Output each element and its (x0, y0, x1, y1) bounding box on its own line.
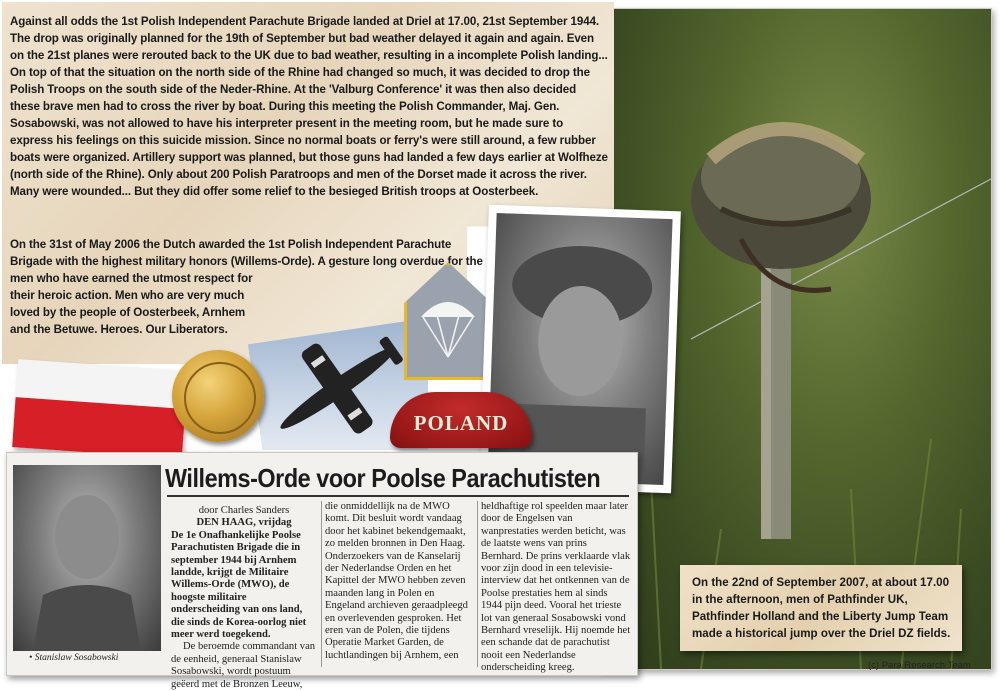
medal-inner-ring (184, 362, 256, 434)
column-divider-1 (321, 501, 322, 667)
newspaper-lead: De 1e Onafhankelijke Poolse Parachutisten Brigade die in september 1944 bij Arnhem landde, krijgt de Militaire Willems-Orde (MWO), de hoogste militaire onderscheiding van ons land, die sinds de Korea-oorlog niet meer werd toegekend. (171, 529, 307, 641)
newspaper-column-3: heldhaftige rol speelden maar later door de Engelsen van wanprestaties werden beticht, was de laatste wens van prins Bernhard. De prins verklaarde vlak voor zijn dood in een televisie-interview dat het ontkennen van de Poolse prestaties hem al sinds 1944 pijn deed. Vooral het trieste lot van generaal Sosabowski vond Bernhard vreselijk. Hij noemde het een schande dat de parachutist nooit een Nederlandse onderscheiding kreeg. (481, 501, 631, 674)
newspaper-clipping (6, 452, 638, 690)
newspaper-col1-body: De beroemde commandant van de eenheid, generaal Stanislaw Sosabowski, wordt postuum geëerd met de Bronzen Leeuw, (171, 641, 316, 690)
story-paragraph-1: Against all odds the 1st Polish Independent Parachute Brigade landed at Driel at 17.00, 21st September 1944. The drop was originally planned for the 19th of September but bad weather delayed it again and again. Even on the 21st planes were rerouted back to the UK due to bad weather, resulting in a incomplete Polish landing... On top of that the situation on the north side of the Rhine had changed so much, it was decided to drop the Polish Troops on the south side of the Neder-Rhine. At the 'Valburg Conference' it was then also decided these brave men had to cross the river by boat. During this meeting the Polish Commander, Maj. Gen. Sosabowski, was not allowed to have his interpreter present in the meeting room, but he made sure to express his feelings on this suicide mission. Since no normal boats or ferry's were still around, a few rubber boats were organized. Artillery support was planned, but those guns had landed a few days earlier at Wolfheze (north side of the Rhine). Only about 200 Polish Paratroops and men of the Dorset made it across the river. Many were wounded... But they did offer some relief to the besieged British troops at Oosterbeek. (10, 15, 608, 198)
newspaper-column-2: die onmiddellijk na de MWO komt. Dit besluit wordt vandaag door het kabinet bekendgemaakt, zo melden bronnen in Den Haag. Onderzoekers van de Kanselarij der Nederlandse Orden en het Kapittel der MWO hebben zeven maanden lang in Polen en Engeland archieven geraadpleegd en overlevenden gesproken. Het eren van de Polen, die tijdens Operatie Market Garden, de luchtlandingen bij Arnhem, een (325, 501, 468, 661)
bronze-medal (172, 350, 264, 442)
jump-caption-text: On the 22nd of September 2007, at about 17.00 in the afternoon, men of Pathfinder UK, Pathfinder Holland and the Liberty Jump Team made a historical jump over the Driel DZ fields. (692, 576, 951, 640)
newspaper-byline: door Charles Sanders (198, 505, 290, 516)
sosabowski-photo (13, 465, 161, 651)
officer-icon (13, 465, 161, 651)
jump-caption-card (680, 565, 962, 651)
soldier-portrait-photo (479, 205, 681, 494)
column-divider-2 (477, 501, 478, 667)
poland-patch-text: POLAND (413, 410, 509, 435)
polish-flag (12, 359, 188, 459)
headline-rule (167, 495, 629, 497)
newspaper-dateline: DEN HAAG, vrijdag (196, 517, 292, 529)
newspaper-headline: Willems-Orde voor Poolse Parachutisten (165, 463, 601, 493)
story-paragraph-2-rest: men who have earned the utmost respect for their heroic action. Men who are very much loved by the people of Oosterbeek, Arnhem and the Betuwe. Heroes. Our Liberators. (10, 272, 253, 336)
copyright-notice: (c) Para Research Team (868, 660, 971, 671)
flag-red-stripe (12, 397, 185, 459)
story-paragraph-2-first-line: On the 31st of May 2006 the Dutch awarded the 1st Polish Independent Parachute Brigade with the highest military honors (Willems-Orde). A gesture long overdue for the (10, 238, 483, 268)
poland-shoulder-title (390, 392, 532, 448)
newspaper-photo-caption: • Stanislaw Sosabowski (29, 653, 119, 663)
newspaper-column-1 (171, 505, 317, 691)
